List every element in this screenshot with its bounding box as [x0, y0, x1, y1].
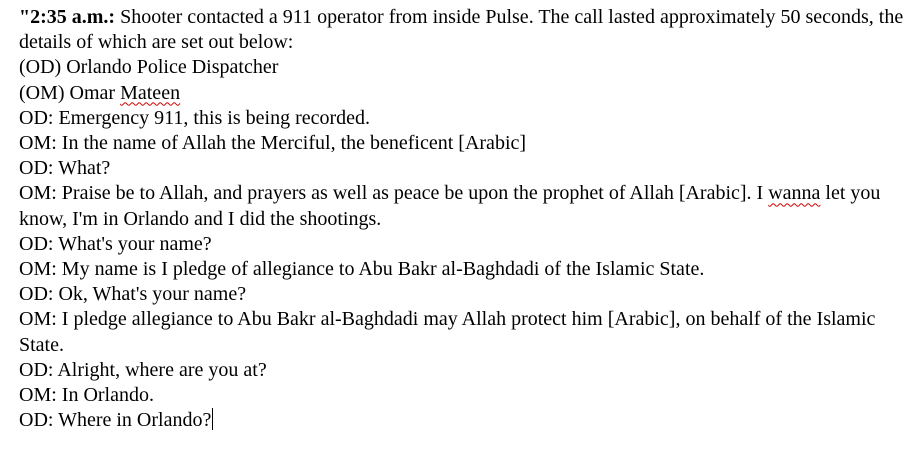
transcript-text: OD: Where in Orlando?: [19, 409, 212, 432]
text-cursor: [212, 408, 213, 430]
transcript-text: OM: Praise be to Allah, and prayers as well as peace be upon the prophet of Allah [Arabic]. I: [19, 182, 769, 205]
transcript-line: OM: In the name of Allah the Merciful, the beneficent [Arabic]: [19, 132, 527, 155]
legend-om: [19, 81, 909, 106]
transcript-line: OD: What's your name?: [19, 232, 212, 255]
intro-text: Shooter contacted a 911 operator from inside Pulse. The call lasted approximately 50 seconds, the details of which are set out below:: [19, 6, 904, 54]
spelling-flagged-word: Mateen: [120, 81, 181, 104]
transcript-line: OM: I pledge allegiance to Abu Bakr al-Baghdadi may Allah protect him [Arabic], on behalf of the Islamic State.: [19, 308, 876, 356]
transcript-line: [19, 181, 909, 231]
transcript-document[interactable]: [19, 5, 909, 433]
transcript-line: OM: My name is I pledge of allegiance to Abu Bakr al-Baghdadi of the Islamic State.: [19, 258, 705, 281]
spelling-flagged-word: wanna: [768, 182, 821, 205]
transcript-line: OD: Emergency 911, this is being recorded.: [19, 106, 371, 129]
transcript-line: OD: Ok, What's your name?: [19, 283, 247, 306]
timestamp: "2:35 a.m.:: [19, 6, 116, 28]
transcript-line: OM: In Orlando.: [19, 384, 154, 407]
transcript-line: OD: What?: [19, 157, 111, 180]
transcript-line: OD: Alright, where are you at?: [19, 358, 267, 381]
intro-paragraph: [19, 5, 909, 55]
transcript-text: let you know, I'm in Orlando and I did the shootings.: [19, 182, 881, 230]
transcript-line-last: [19, 408, 909, 433]
legend-od: (OD) Orlando Police Dispatcher: [19, 56, 279, 79]
legend-om-prefix: (OM) Omar: [19, 81, 121, 104]
